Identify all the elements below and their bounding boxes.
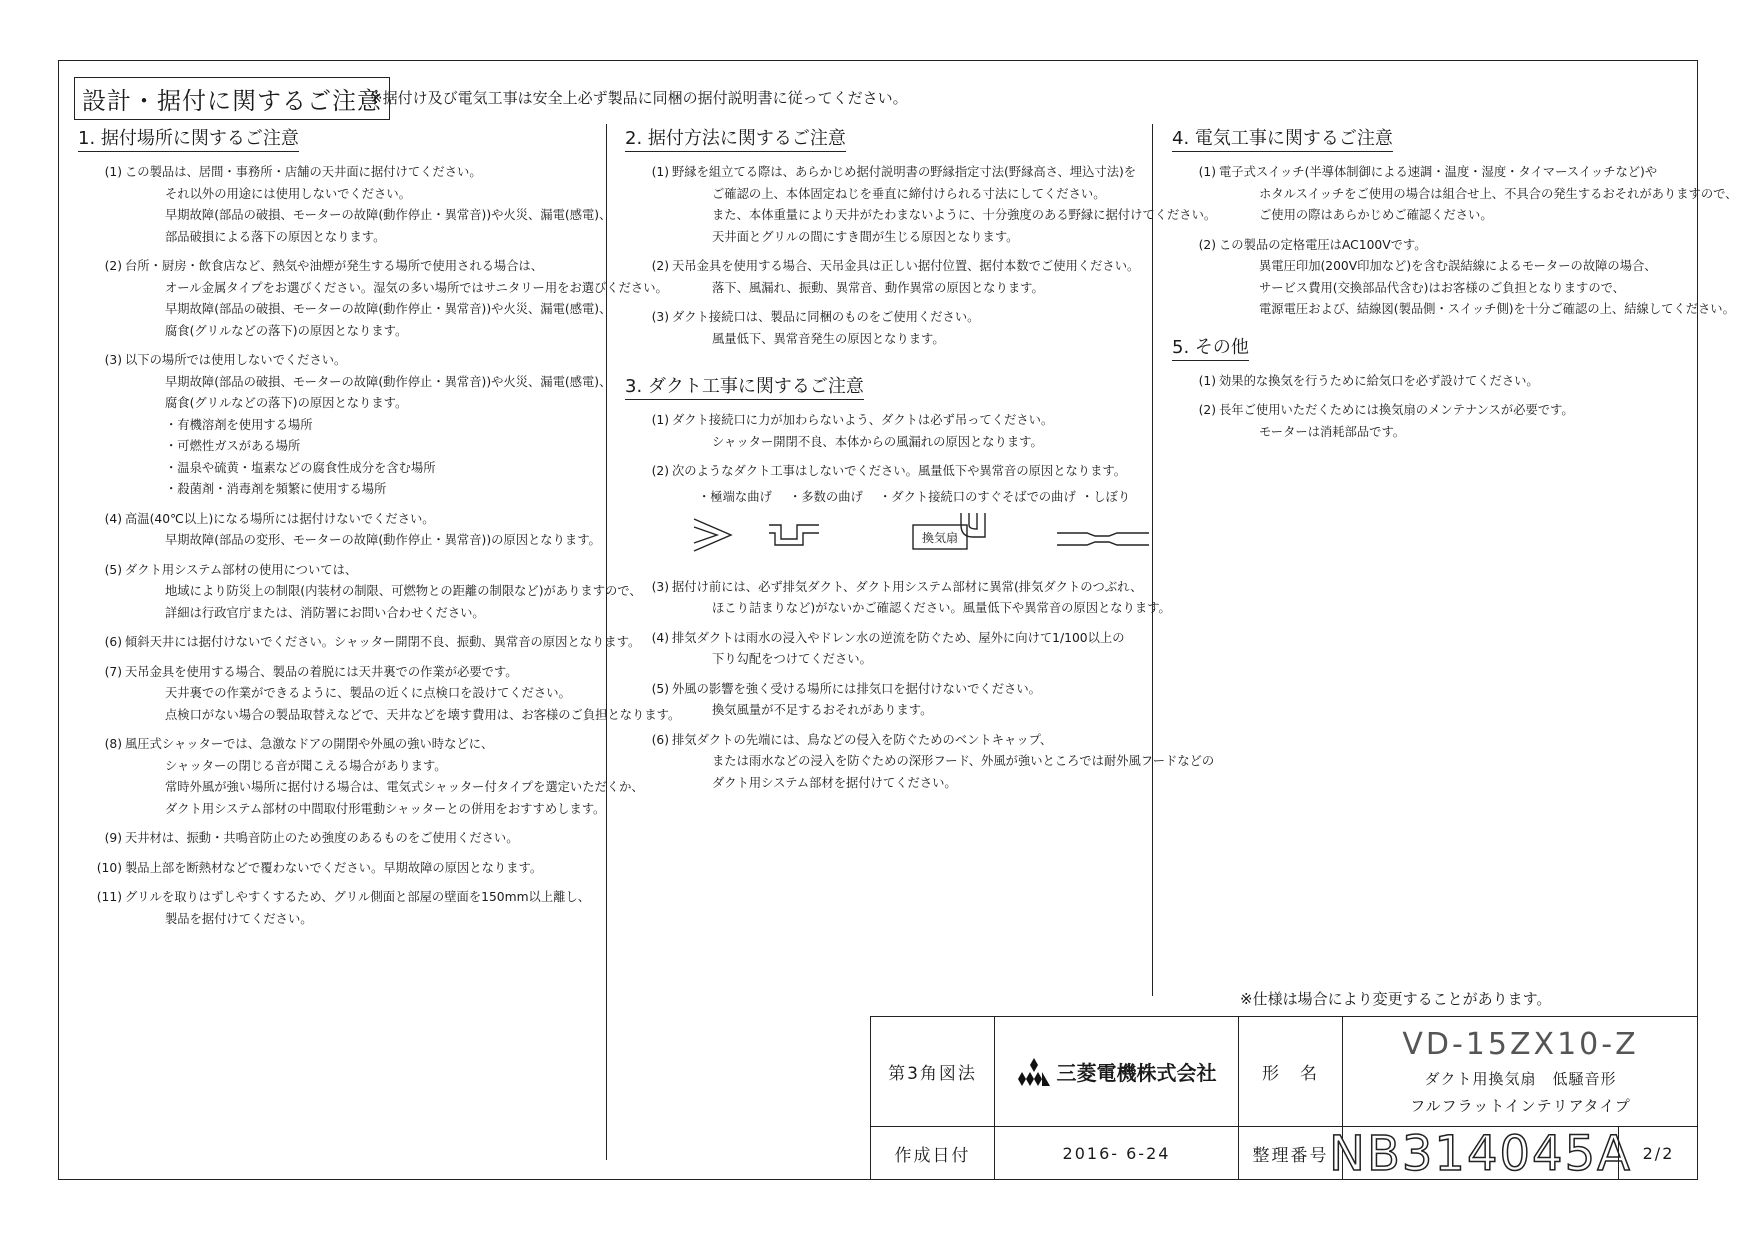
item-line: 外風の影響を強く受ける場所には排気口を据付けないでください。 — [672, 681, 1041, 696]
constriction-shape — [1057, 533, 1149, 545]
item-number: (8) — [104, 737, 122, 751]
notice-item — [625, 730, 1215, 795]
spec-change-note: ※仕様は場合により変更することがあります。 — [1240, 990, 1552, 1008]
multi-bend-shape — [769, 525, 819, 545]
company-cell — [994, 1016, 1238, 1126]
model-label: 形 名 — [1262, 1064, 1319, 1084]
section-2-title: 2. 据付方法に関するご注意 — [625, 124, 846, 152]
item-line: 地域により防災上の制限(内装材の制限、可燃物との距離の制限など)がありますので、 — [165, 584, 642, 598]
section-2-items — [625, 162, 1217, 350]
model-description-2: フルフラットインテリアタイプ — [1410, 1097, 1631, 1115]
item-number: (1) — [651, 413, 669, 427]
item-number: (11) — [96, 890, 122, 904]
item-body — [125, 560, 642, 625]
item-body — [672, 679, 1145, 722]
column-1 — [78, 124, 681, 938]
item-body — [125, 734, 644, 820]
item-body — [672, 730, 1214, 795]
item-line: 傾斜天井には据付けないでください。シャッター開閉不良、振動、異常音の原因となります。 — [125, 635, 641, 649]
notice-item — [78, 662, 681, 727]
header-note: ※据付け及び電気工事は安全上必ず製品に同梱の据付説明書に従ってください。 — [370, 89, 908, 107]
item-body — [672, 410, 1145, 453]
item-body — [672, 577, 1171, 620]
item-line: 排気ダクトは雨水の浸入やドレン水の逆流を防ぐため、屋外に向けて1/100以上の — [672, 630, 1125, 645]
duct-diagram — [669, 487, 1145, 571]
mitsubishi-logo-icon — [1017, 1058, 1051, 1086]
notice-item — [78, 509, 608, 552]
fan-label: 換気扇 — [921, 530, 959, 545]
item-line: 点検口がない場合の製品取替えなどで、天井などを壊す費用は、お客様のご負担となります。 — [165, 707, 681, 722]
item-body — [672, 628, 1145, 671]
section-3-items-a — [625, 410, 1145, 483]
notice-item — [1172, 371, 1692, 393]
model-label-cell — [1238, 1016, 1342, 1126]
item-number: (3) — [104, 353, 122, 367]
notice-item — [625, 307, 1145, 350]
item-line: 次のようなダクト工事はしないでください。風量低下や異常音の原因となります。 — [672, 464, 1127, 478]
item-body — [125, 858, 608, 880]
notice-item — [625, 461, 1145, 483]
item-number: (2) — [1198, 403, 1216, 417]
item-body — [672, 461, 1145, 483]
notice-item — [1172, 235, 1735, 321]
item-number: (1) — [104, 165, 122, 179]
item-line: モーターは消耗部品です。 — [1259, 424, 1406, 439]
item-line: オール金属タイプをお選びください。湿気の多い場所ではサニタリー用をお選びください。 — [165, 280, 668, 295]
item-number: (1) — [1198, 373, 1216, 388]
item-line: 製品上部を断熱材などで覆わないでください。早期故障の原因となります。 — [125, 860, 543, 875]
column-divider-2 — [1152, 124, 1153, 996]
item-number: (7) — [104, 664, 122, 679]
docno-label-cell — [1238, 1126, 1342, 1180]
item-number: (9) — [104, 831, 122, 845]
item-line: ダクト用システム部材の中間取付形電動シャッターとの併用をおすすめします。 — [165, 801, 606, 816]
item-body — [125, 828, 608, 850]
item-number: (2) — [651, 464, 669, 478]
item-line: 早期故障(部品の破損、モーターの故障(動作停止・異常音))や火災、漏電(感電)、 — [165, 208, 612, 222]
item-line: ほこり詰まりなど)がないかご確認ください。風量低下や異常音の原因となります。 — [712, 601, 1171, 615]
item-body — [1219, 162, 1737, 227]
item-number: (3) — [651, 310, 669, 324]
date-label-cell — [870, 1126, 994, 1180]
item-body — [1219, 235, 1735, 321]
notice-item — [78, 350, 612, 501]
date-cell — [994, 1126, 1238, 1180]
section-1-title: 1. 据付場所に関するご注意 — [78, 124, 299, 152]
item-body — [1219, 371, 1692, 393]
item-line: 腐食(グリルなどの落下)の原因となります。 — [165, 396, 408, 410]
item-line: 以下の場所では使用しないでください。 — [125, 353, 347, 367]
item-line: シャッターの閉じる音が聞こえる場合があります。 — [165, 758, 447, 773]
date-label: 作成日付 — [894, 1146, 971, 1166]
item-line: ・有機溶剤を使用する場所 — [165, 417, 313, 432]
item-body — [672, 307, 1145, 350]
item-line: ホタルスイッチをご使用の場合は組合せ上、不具合の発生するおそれがありますので、 — [1259, 186, 1738, 201]
item-body — [125, 632, 640, 654]
notice-item — [625, 410, 1145, 453]
sharp-bend-shape — [694, 519, 731, 551]
item-number: (1) — [1198, 165, 1216, 179]
item-number: (2) — [104, 259, 122, 273]
item-line: 高温(40℃以上)になる場所には据付けないでください。 — [125, 511, 435, 526]
section-4-title: 4. 電気工事に関するご注意 — [1172, 124, 1393, 152]
section-1-items — [78, 162, 681, 930]
item-line: ご確認の上、本体固定ねじを垂直に締付けられる寸法にしてください。 — [712, 186, 1106, 201]
docno-label: 整理番号 — [1252, 1146, 1329, 1166]
item-line: また、本体重量により天井がたわまないように、十分強度のある野縁に据付けてください。 — [712, 208, 1217, 222]
item-number: (5) — [651, 681, 669, 696]
item-line: 部品破損による落下の原因となります。 — [165, 229, 386, 244]
notice-item — [625, 679, 1145, 722]
model-number: VD-15ZX10-Z — [1402, 1027, 1639, 1062]
notice-item — [78, 858, 608, 880]
item-body — [125, 509, 608, 552]
section-5-title: 5. その他 — [1172, 333, 1249, 361]
notice-item — [625, 162, 1217, 248]
item-line: それ以外の用途には使用しないでください。 — [165, 186, 411, 201]
item-line: ・可燃性ガスがある場所 — [165, 439, 301, 453]
notice-item — [78, 828, 608, 850]
column-3 — [1172, 124, 1738, 451]
item-body — [125, 662, 680, 727]
item-line: 製品を据付けてください。 — [165, 911, 313, 926]
item-body — [125, 162, 611, 248]
item-line: ・温泉や硫黄・塩素などの腐食性成分を含む場所 — [165, 460, 436, 475]
notice-item — [625, 628, 1145, 671]
item-line: 早期故障(部品の破損、モーターの故障(動作停止・異常音))や火災、漏電(感電)、 — [165, 302, 612, 316]
item-line: 台所・厨房・飲食店など、熱気や油煙が発生する場所で使用される場合は、 — [125, 259, 544, 273]
item-line: 腐食(グリルなどの落下)の原因となります。 — [165, 323, 408, 338]
item-body — [672, 162, 1216, 248]
item-line: 据付け前には、必ず排気ダクト、ダクト用システム部材に異常(排気ダクトのつぶれ、 — [672, 579, 1143, 594]
item-line: ダクト用システム部材の使用については、 — [125, 562, 358, 577]
document-number: NB314045A — [1329, 1125, 1632, 1182]
section-3-title: 3. ダクト工事に関するご注意 — [625, 372, 864, 400]
notice-item — [625, 577, 1171, 620]
item-line: ダクト接続口は、製品に同梱のものをご使用ください。 — [672, 310, 980, 324]
item-line: ご使用の際はあらかじめご確認ください。 — [1259, 208, 1493, 222]
item-line: 電源電圧および、結線図(製品側・スイッチ側)を十分ご確認の上、結線してください。 — [1259, 302, 1735, 316]
item-line: 早期故障(部品の破損、モーターの故障(動作停止・異常音))や火災、漏電(感電)、 — [165, 374, 612, 389]
item-line: 下り勾配をつけてください。 — [712, 652, 872, 666]
item-line: 異電圧印加(200V印加など)を含む誤結線によるモーターの故障の場合、 — [1259, 259, 1657, 273]
item-body — [125, 350, 611, 501]
notice-item — [1172, 400, 1692, 443]
item-number: (5) — [104, 562, 122, 577]
item-line: 長年ご使用いただくためには換気扇のメンテナンスが必要です。 — [1219, 403, 1574, 417]
item-body — [1219, 400, 1692, 443]
item-line: ダクト用システム部材を据付けてください。 — [712, 775, 957, 790]
item-body — [672, 256, 1145, 299]
item-line: ・殺菌剤・消毒剤を頻繁に使用する場所 — [165, 482, 387, 496]
item-line: 早期故障(部品の変形、モーターの故障(動作停止・異常音))の原因となります。 — [165, 533, 601, 547]
notice-item — [78, 560, 642, 625]
company-name: 三菱電機株式会社 — [1056, 1061, 1217, 1085]
notice-item — [78, 734, 644, 820]
item-line: この製品は、居間・事務所・店舗の天井面に据付けてください。 — [125, 165, 482, 179]
item-line: または雨水などの浸入を防ぐための深形フード、外風が強いところでは耐外風フードなどの — [712, 754, 1215, 768]
item-line: 天井材は、振動・共鳴音防止のため強度のあるものをご使用ください。 — [125, 831, 519, 845]
duct-bends-illustration — [669, 513, 1149, 565]
item-line: 常時外風が強い場所に据付ける場合は、電気式シャッター付タイプを選定いただくか、 — [165, 780, 644, 794]
projection-label: 第3角図法 — [888, 1064, 977, 1084]
item-line: 天吊金具を使用する場合、製品の着脱には天井裏での作業が必要です。 — [125, 664, 518, 679]
item-number: (4) — [104, 511, 122, 526]
item-line: グリルを取りはずしやすくするため、グリル側面と部屋の壁面を150mm以上離し、 — [125, 890, 591, 904]
item-line: 天井裏での作業ができるように、製品の近くに点検口を設けてください。 — [165, 686, 571, 700]
section-5-items — [1172, 371, 1692, 444]
title-block — [870, 1016, 1698, 1180]
page-number: 2/2 — [1642, 1144, 1675, 1163]
item-body — [125, 256, 668, 342]
item-line: 効果的な換気を行うために給気口を必ず設けてください。 — [1219, 373, 1539, 388]
item-line: 天井面とグリルの間にすき間が生じる原因となります。 — [712, 229, 1019, 244]
duct-label-multi-bend: ・多数の曲げ — [789, 489, 863, 504]
item-line: 電子式スイッチ(半導体制御による速調・温度・湿度・タイマースイッチなど)や — [1219, 165, 1658, 179]
notice-item — [78, 887, 608, 930]
item-line: 野縁を組立てる際は、あらかじめ据付説明書の野縁指定寸法(野縁高さ、埋込寸法)を — [672, 165, 1137, 179]
duct-label-constriction: ・しぼり — [1081, 489, 1131, 504]
duct-label-near-bend: ・ダクト接続口のすぐそばでの曲げ — [879, 489, 1076, 504]
item-number: (6) — [104, 635, 122, 649]
section-3-items-b — [625, 577, 1215, 795]
item-number: (4) — [651, 630, 669, 645]
page-title: 設計・据付に関するご注意 — [74, 77, 390, 120]
creation-date: 2016- 6-24 — [1062, 1144, 1171, 1163]
item-line: この製品の定格電圧はAC100Vです。 — [1219, 237, 1427, 252]
page-cell — [1618, 1126, 1698, 1180]
item-line: シャッター開閉不良、本体からの風漏れの原因となります。 — [712, 434, 1043, 449]
item-line: 落下、風漏れ、振動、異常音、動作異常の原因となります。 — [712, 280, 1044, 295]
item-number: (2) — [651, 259, 669, 273]
item-line: 換気風量が不足するおそれがあります。 — [712, 703, 933, 717]
item-number: (2) — [1198, 237, 1216, 252]
item-line: ダクト接続口に力が加わらないよう、ダクトは必ず吊ってください。 — [672, 413, 1054, 427]
duct-label-sharp-bend: ・極端な曲げ — [698, 489, 772, 504]
item-line: 天吊金具を使用する場合、天吊金具は正しい据付位置、据付本数でご使用ください。 — [672, 259, 1140, 273]
section-4-items — [1172, 162, 1738, 321]
notice-item — [78, 632, 641, 654]
docno-cell — [1329, 1125, 1632, 1182]
item-line: サービス費用(交換部品代含む)はお客様のご負担となりますので、 — [1259, 280, 1625, 295]
notice-item — [78, 256, 668, 342]
item-line: 排気ダクトの先端には、鳥などの侵入を防ぐためのベントキャップ、 — [672, 732, 1053, 747]
notice-item — [625, 256, 1145, 299]
item-line: 風量低下、異常音発生の原因となります。 — [712, 331, 945, 346]
item-number: (6) — [651, 732, 669, 747]
item-body — [125, 887, 608, 930]
model-description-1: ダクト用換気扇 低騒音形 — [1424, 1070, 1617, 1088]
model-cell — [1342, 1016, 1698, 1126]
item-line: 詳細は行政官庁または、消防署にお問い合わせください。 — [165, 605, 485, 620]
projection-cell — [870, 1016, 994, 1126]
item-number: (10) — [96, 860, 122, 875]
item-line: 風圧式シャッターでは、急激なドアの開閉や外風の強い時などに、 — [125, 737, 494, 751]
item-number: (1) — [651, 165, 669, 179]
item-number: (3) — [651, 579, 669, 594]
notice-item — [78, 162, 612, 248]
notice-item — [1172, 162, 1738, 227]
